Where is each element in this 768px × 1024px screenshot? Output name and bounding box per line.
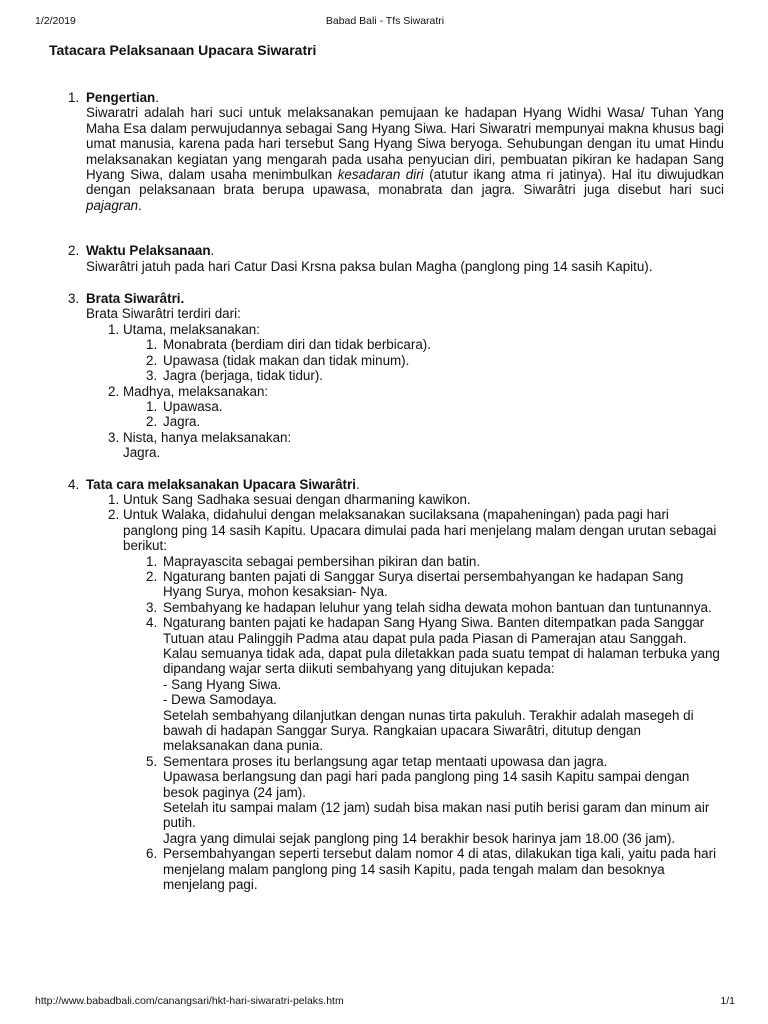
list-item	[68, 554, 724, 569]
section-heading	[68, 90, 724, 105]
list-text: Upawasa.	[163, 398, 223, 414]
source-url: http://www.babadbali.com/canangsari/hkt-hari-siwaratri-pelaks.htm	[35, 995, 344, 1007]
dash-item: - Sang Hyang Siwa.	[163, 676, 282, 692]
paragraph-text: Siwaratri adalah hari suci untuk melaksanakan pemujaan ke hadapan Hyang Widhi Wasa/ Tuhan Yang Maha Esa dalam perwujudannya sebagai Sang Hyang Siwa. Hari Siwaratri mempunyai makna khusus bagi umat manusia, karena pada hari tersebut Sang Hyang Siwa beryoga. Sehubungan dengan itu umat Hindu melaksanakan kegiatan yang mengarah pada usaha penyucian diri, pembuatan pikiran ke hadapan Sang Hyang Siwa, dalam usaha menimbulkan	[86, 105, 724, 183]
page-number: 1/1	[720, 995, 735, 1007]
section-paragraph	[68, 105, 724, 213]
section-intro: Brata Siwarâtri terdiri dari:	[86, 306, 241, 322]
list-item-continuation	[68, 445, 724, 460]
list-item	[68, 507, 724, 553]
list-text: Jagra.	[163, 414, 201, 430]
list-number: 1.	[146, 337, 158, 353]
paragraph-italic-term-2: pajagran	[86, 197, 139, 213]
print-page-title: Babad Bali - Tfs Siwaratri	[325, 15, 445, 27]
list-number: 5.	[146, 753, 158, 769]
section-title-punct: .	[155, 90, 159, 105]
list-item	[68, 368, 724, 383]
section-pengertian	[68, 90, 724, 213]
list-number: 1.	[146, 398, 158, 414]
list-text: Utama, melaksanakan:	[123, 321, 260, 337]
list-number: 2.	[146, 568, 158, 584]
list-text: Untuk Walaka, didahului dengan melaksanakan sucilaksana (mapaheningan) pada pagi hari panglong ping 14 sasih Kapitu. Upacara dimulai pada hari menjelang malam dengan urutan sebagai berikut:	[123, 507, 717, 554]
list-text: Monabrata (berdiam diri dan tidak berbicara).	[163, 337, 431, 353]
list-item	[68, 615, 724, 677]
list-text: Upawasa (tidak makan dan tidak minum).	[163, 352, 410, 368]
list-text: Persembahyangan seperti tersebut dalam nomor 4 di atas, dilakukan tiga kali, yaitu pada hari menjelang malam panglong ping 14 sasih Kapitu, pada tengah malam dan besoknya menjelang pagi.	[163, 846, 717, 893]
list-item	[68, 600, 724, 615]
list-item	[68, 322, 724, 337]
section-number: 2.	[68, 243, 80, 259]
list-number: 1.	[108, 491, 120, 507]
list-number: 2.	[146, 414, 158, 430]
paragraph-italic-term: kesadaran diri	[337, 167, 424, 183]
list-item	[68, 414, 724, 429]
section-heading	[68, 243, 724, 258]
list-number: 3.	[146, 368, 158, 384]
list-text: Ngaturang banten pajati di Sanggar Surya disertai persembahyangan ke hadapan Sang Hyang Surya, mohon kesaksian- Nya.	[163, 568, 684, 600]
list-paragraph: Setelah sembahyang dilanjutkan dengan nunas tirta pakuluh. Terakhir adalah masegeh di bawah di hadapan Sanggar Surya. Rangkaian upacara Siwarâtri, ditutup dengan melaksanakan dana punia.	[163, 707, 694, 754]
section-title: Tata cara melaksanakan Upacara Siwarâtri	[86, 476, 356, 492]
list-item	[68, 337, 724, 352]
list-text: Jagra (berjaga, tidak tidur).	[163, 368, 324, 384]
document-body	[68, 90, 724, 893]
section-heading	[68, 477, 724, 492]
section-number: 3.	[68, 291, 80, 307]
section-title-punct: .	[355, 476, 360, 492]
list-item	[68, 754, 724, 769]
list-text: Jagra.	[123, 445, 161, 461]
list-item	[68, 846, 724, 892]
list-number: 2.	[108, 507, 120, 523]
list-text: Sementara proses itu berlangsung agar tetap mentaati upowasa dan jagra.	[163, 753, 608, 769]
list-item	[68, 492, 724, 507]
list-paragraph: Jagra yang dimulai sejak panglong ping 14 berakhir besok harinya jam 18.00 (36 jam).	[163, 830, 676, 846]
list-item	[68, 399, 724, 414]
section-number: 4.	[68, 476, 80, 492]
section-title: Pengertian	[86, 90, 156, 105]
list-text: Nista, hanya melaksanakan:	[123, 429, 292, 445]
list-text: Ngaturang banten pajati ke hadapan Sang Hyang Siwa. Banten ditempatkan pada Sanggar Tutuan atau Palinggih Padma atau dapat pula pada Piasan di Pamerajan atau Sanggah. Kalau semuanya tidak ada, dapat pula diletakkan pada suatu tempat di halaman terbuka yang dipandang wajar serta diikuti sembahyang yang ditujukan kepada:	[163, 615, 720, 677]
list-number: 4.	[146, 615, 158, 631]
section-title: Brata Siwarâtri.	[86, 291, 185, 307]
section-brata	[68, 291, 724, 460]
list-number: 2.	[146, 352, 158, 368]
list-item	[68, 353, 724, 368]
list-number: 2.	[108, 383, 120, 399]
list-text: Untuk Sang Sadhaka sesuai dengan dharmaning kawikon.	[123, 491, 471, 507]
list-text: Sembahyang ke hadapan leluhur yang telah sidha dewata mohon bantuan dan tuntunannya.	[163, 599, 712, 615]
list-number: 3.	[108, 429, 120, 445]
paragraph-end: .	[138, 197, 142, 213]
section-number: 1.	[68, 90, 80, 105]
list-paragraph: Setelah itu sampai malam (12 jam) sudah bisa makan nasi putih berisi garam dan minum air putih.	[163, 800, 710, 831]
list-item	[68, 430, 724, 445]
list-text: Madhya, melaksanakan:	[123, 383, 269, 399]
section-waktu	[68, 243, 724, 274]
section-tata-cara	[68, 477, 724, 893]
list-paragraph: Upawasa berlangsung dan pagi hari pada panglong ping 14 sasih Kapitu sampai dengan besok paginya (24 jam).	[163, 769, 690, 800]
section-heading	[68, 291, 724, 306]
section-paragraph: Siwarâtri jatuh pada hari Catur Dasi Krsna paksa bulan Magha (panglong ping 14 sasih Kapitu).	[86, 258, 653, 274]
list-item	[68, 384, 724, 399]
list-number: 1.	[108, 321, 120, 337]
paragraph-text-continued: (atutur ikang atma ri jatinya). Hal itu diwujudkan dengan pelaksanaan brata berupa upawasa, monabrata dan jagra. Siwarâtri juga disebut hari suci	[86, 167, 724, 198]
document-title: Tatacara Pelaksanaan Upacara Siwaratri	[49, 42, 317, 58]
section-title-punct: .	[210, 243, 215, 259]
section-title: Waktu Pelaksanaan	[86, 243, 211, 259]
list-number: 6.	[146, 846, 158, 862]
list-number: 3.	[146, 599, 158, 615]
dash-item: - Dewa Samodaya.	[163, 692, 277, 708]
print-date: 1/2/2019	[35, 15, 76, 27]
list-item	[68, 569, 724, 600]
list-number: 1.	[146, 553, 158, 569]
print-header	[35, 15, 735, 29]
list-text: Maprayascita sebagai pembersihan pikiran dan batin.	[163, 553, 481, 569]
